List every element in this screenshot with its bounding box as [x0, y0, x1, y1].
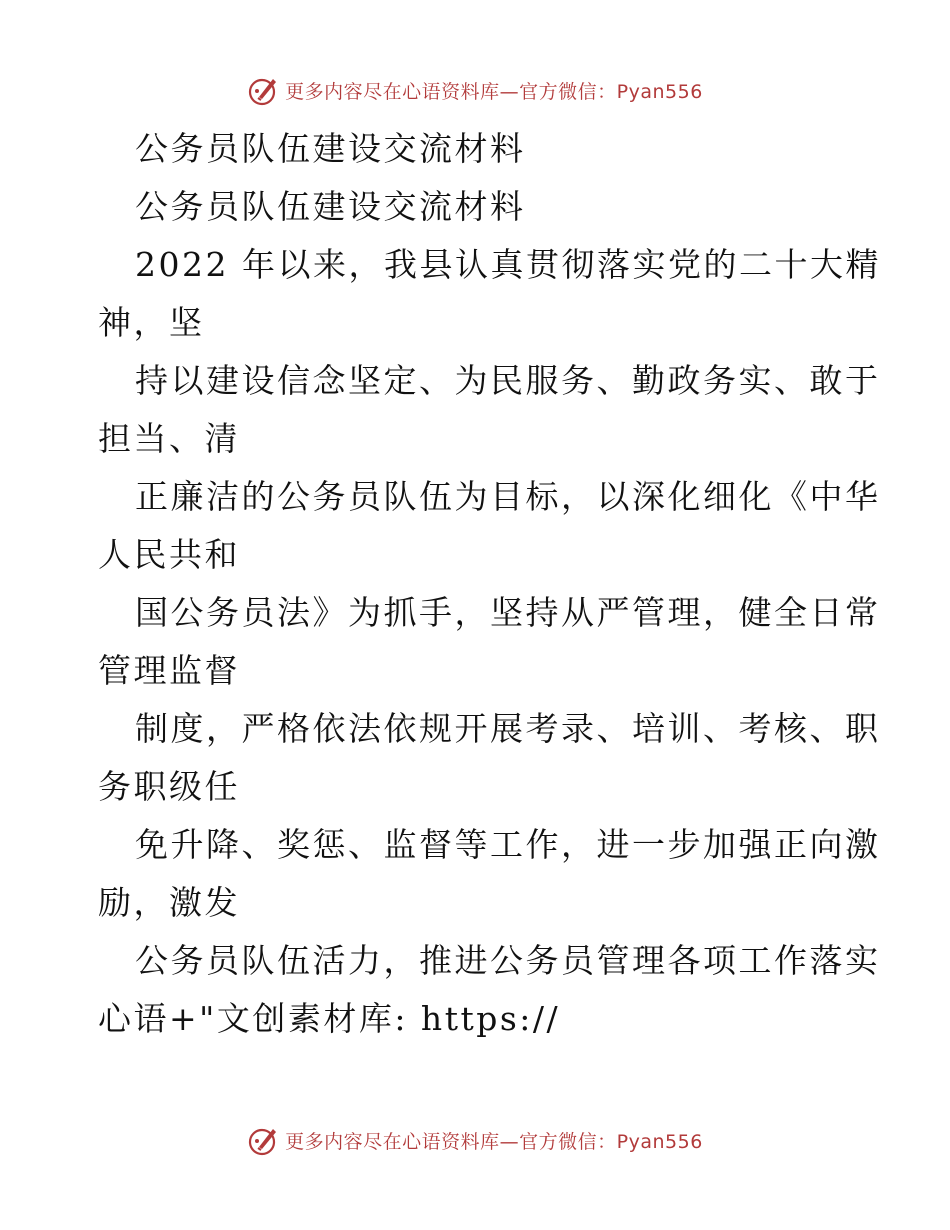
- paragraph-line: 人民共和: [98, 535, 240, 574]
- paragraph-line: 免升降、奖惩、监督等工作，进一步加强正向激: [135, 825, 881, 864]
- paragraph-line: 公务员队伍活力，推进公务员管理各项工作落实: [135, 941, 881, 980]
- paragraph-line: 务职级任: [98, 767, 240, 806]
- document-body: [98, 120, 881, 1048]
- header-banner: [0, 70, 950, 110]
- footer-banner-text: 更多内容尽在心语资料库—官方微信：Pyan556: [285, 1130, 703, 1153]
- paragraph-line: 制度，严格依法依规开展考录、培训、考核、职: [135, 709, 881, 748]
- quill-pen-logo-icon: [247, 1123, 281, 1157]
- paragraph-line: 管理监督: [98, 651, 240, 690]
- paragraph-line: 持以建设信念坚定、为民服务、勤政务实、敢于: [135, 361, 881, 400]
- paragraph-line: 正廉洁的公务员队伍为目标，以深化细化《中华: [135, 477, 881, 516]
- paragraph-line: 励，激发: [98, 883, 240, 922]
- quill-pen-logo-icon: [247, 73, 281, 107]
- doc-title: 公务员队伍建设交流材料: [135, 129, 526, 168]
- footer-banner: [0, 1120, 950, 1160]
- doc-title-repeat: 公务员队伍建设交流材料: [135, 187, 526, 226]
- paragraph-line: 担当、清: [98, 419, 240, 458]
- paragraph-line: 2022 年以来，我县认真贯彻落实党的二十大精: [135, 245, 881, 284]
- header-banner-text: 更多内容尽在心语资料库—官方微信：Pyan556: [285, 80, 703, 103]
- paragraph-line: 国公务员法》为抓手，坚持从严管理，健全日常: [135, 593, 881, 632]
- source-link-line: 心语+"文创素材库: https://: [98, 999, 561, 1038]
- paragraph-line: 神，坚: [98, 303, 205, 342]
